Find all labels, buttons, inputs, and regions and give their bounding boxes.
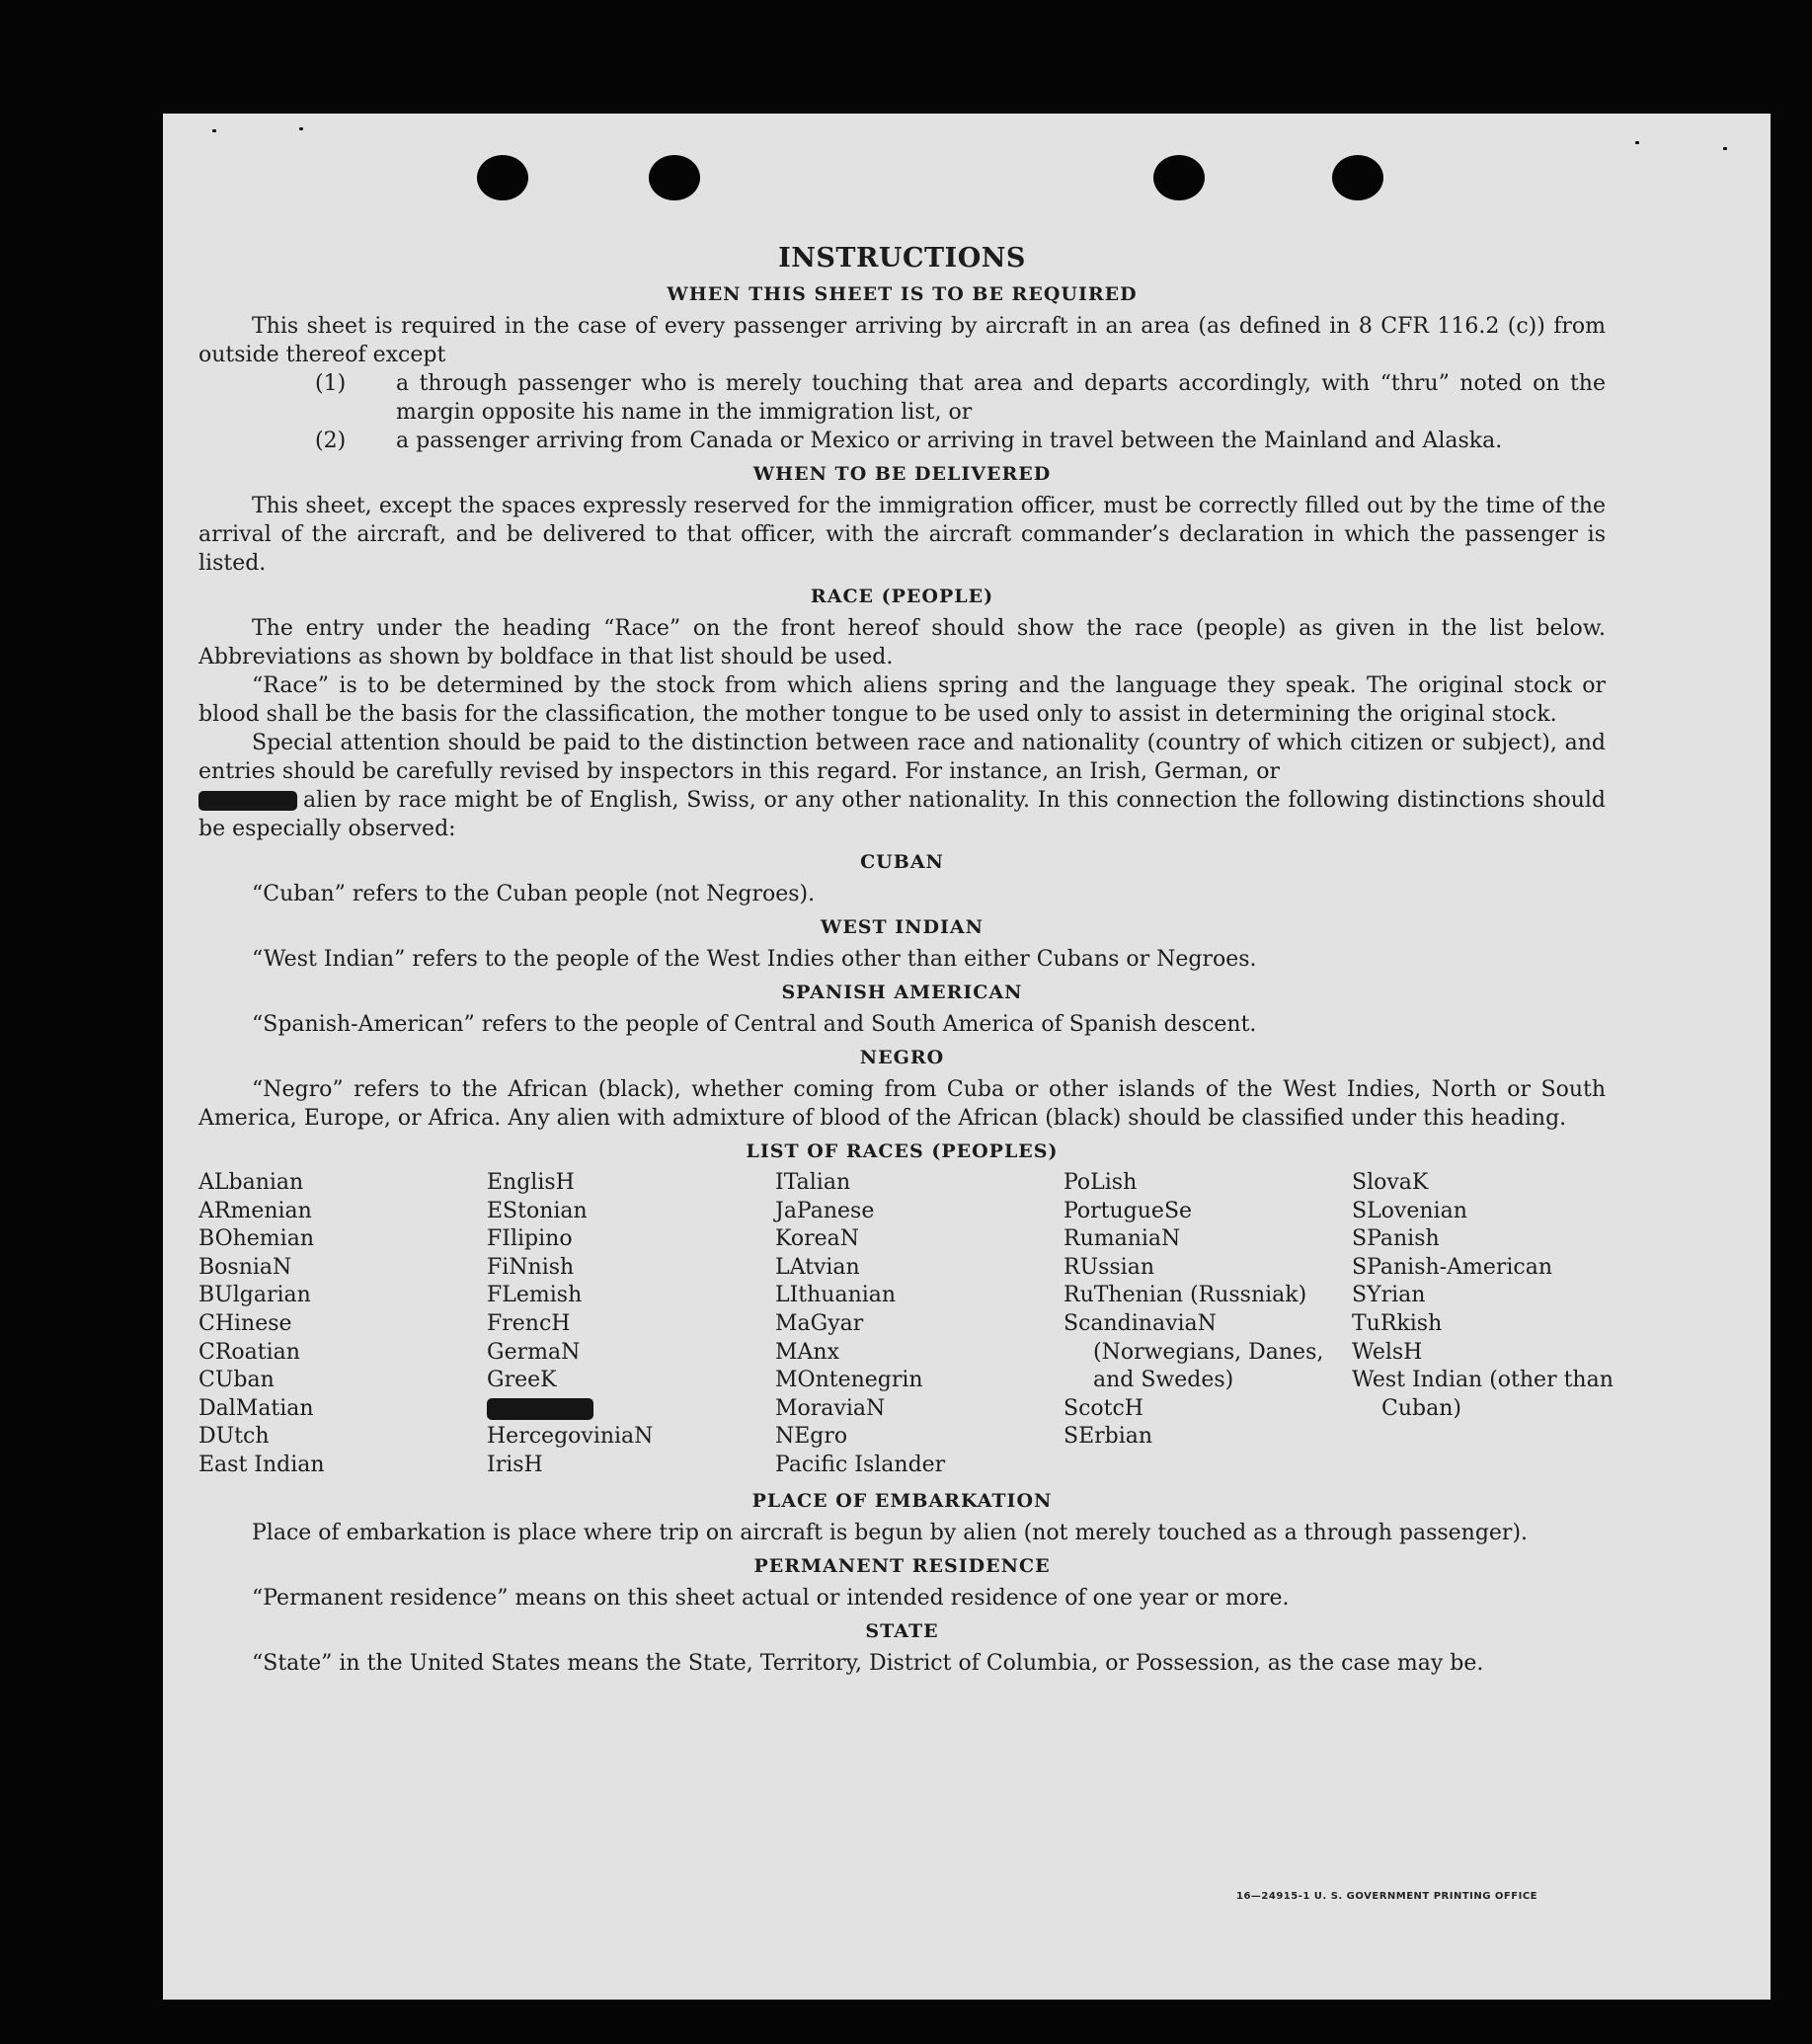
race-column bbox=[487, 1169, 775, 1480]
heading-residence: PERMANENT RESIDENCE bbox=[753, 1554, 1051, 1577]
race-item: ARmenian bbox=[198, 1198, 312, 1223]
race-item: ScandinaviaN (Norwegians, Danes, and Swedes) bbox=[1064, 1310, 1324, 1393]
race-item: SLovenian bbox=[1352, 1198, 1467, 1223]
race-paragraph-3b: alien by race might be of English, Swiss, or any other nationality. In this connection the following distinctions should be especially observed: bbox=[198, 788, 1606, 841]
race-item: SYrian bbox=[1352, 1283, 1426, 1308]
race-item: FLemish bbox=[487, 1283, 583, 1308]
race-item: BOhemian bbox=[198, 1226, 314, 1252]
race-item-redacted bbox=[487, 1395, 775, 1424]
race-item: LAtvian bbox=[775, 1254, 860, 1280]
race-paragraph-3a: Special attention should be paid to the distinction between race and nationality (country of which citizen or subject), and entries should be carefully revised by inspectors in this regard. For instance, an Irish, German, or bbox=[198, 731, 1606, 784]
redaction-mark bbox=[487, 1398, 593, 1420]
race-item: GermaN bbox=[487, 1339, 581, 1365]
race-item: IrisH bbox=[487, 1452, 543, 1477]
delivered-text: This sheet, except the spaces expressly reserved for the immigration officer, must be correctly filled out by the time of the arrival of the aircraft, and be delivered to that officer, with the aircraft commander’s declaration in which the passenger is listed. bbox=[198, 494, 1606, 576]
race-item: RuThenian (Russniak) bbox=[1064, 1283, 1307, 1308]
race-item: FrencH bbox=[487, 1310, 571, 1336]
cuban-text: “Cuban” refers to the Cuban people (not Negroes). bbox=[252, 882, 816, 906]
exception-item: (1) a through passenger who is merely touching that area and departs accordingly, with “thru” noted on the margin opposite his name in the immigration list, or bbox=[315, 371, 1606, 425]
print-code: 16—24915-1 U. S. GOVERNMENT PRINTING OFFICE bbox=[1236, 1891, 1537, 1902]
race-item: NEgro bbox=[775, 1424, 848, 1450]
race-list bbox=[198, 1169, 1614, 1480]
heading-list-of-races: LIST OF RACES (PEOPLES) bbox=[746, 1140, 1059, 1162]
race-item: PoLish bbox=[1064, 1170, 1138, 1195]
race-item: DalMatian bbox=[198, 1395, 314, 1421]
heading-west-indian: WEST INDIAN bbox=[820, 916, 985, 938]
speck bbox=[299, 127, 303, 130]
race-item: ITalian bbox=[775, 1170, 851, 1195]
race-item: CRoatian bbox=[198, 1339, 300, 1365]
race-column bbox=[1352, 1169, 1640, 1480]
race-item: FIlipino bbox=[487, 1226, 573, 1252]
race-item: MoraviaN bbox=[775, 1395, 886, 1421]
heading-required: WHEN THIS SHEET IS TO BE REQUIRED bbox=[667, 283, 1138, 305]
race-item: RUssian bbox=[1064, 1254, 1155, 1280]
race-item: MAnx bbox=[775, 1339, 839, 1365]
race-item: EnglisH bbox=[487, 1170, 575, 1195]
race-item: BUlgarian bbox=[198, 1283, 311, 1308]
punch-hole bbox=[1153, 155, 1205, 200]
race-item: BosniaN bbox=[198, 1254, 292, 1280]
race-item: PortugueSe bbox=[1064, 1198, 1193, 1223]
race-item: HercegoviniaN bbox=[487, 1424, 654, 1450]
race-paragraph-1: The entry under the heading “Race” on the front hereof should show the race (people) as given in the list below. Abbreviations as shown by boldface in that list should be used. bbox=[198, 616, 1606, 669]
race-item: Pacific Islander bbox=[775, 1452, 946, 1477]
west-indian-text: “West Indian” refers to the people of the West Indies other than either Cubans or Negroes. bbox=[252, 947, 1257, 972]
race-item: West Indian (other than Cuban) bbox=[1352, 1368, 1614, 1421]
punch-hole bbox=[477, 155, 528, 200]
residence-text: “Permanent residence” means on this sheet actual or intended residence of one year or more. bbox=[252, 1585, 1290, 1611]
instructions-body bbox=[198, 242, 1614, 1678]
exception-item: (2) a passenger arriving from Canada or Mexico or arriving in travel between the Mainland and Alaska. bbox=[315, 429, 1503, 453]
race-item: SlovaK bbox=[1352, 1170, 1429, 1195]
heading-cuban: CUBAN bbox=[860, 851, 944, 873]
heading-delivered: WHEN TO BE DELIVERED bbox=[752, 463, 1052, 485]
speck bbox=[1635, 141, 1639, 144]
spanish-american-text: “Spanish-American” refers to the people of Central and South America of Spanish descent. bbox=[252, 1012, 1257, 1037]
state-text: “State” in the United States means the State, Territory, District of Columbia, or Possession, as the case may be. bbox=[252, 1650, 1484, 1676]
race-item: East Indian bbox=[198, 1452, 325, 1477]
heading-spanish-american: SPANISH AMERICAN bbox=[781, 982, 1023, 1003]
race-item: SPanish bbox=[1352, 1226, 1440, 1252]
race-item: JaPanese bbox=[775, 1198, 875, 1223]
race-item: MOntenegrin bbox=[775, 1368, 923, 1393]
race-item: ScotcH bbox=[1064, 1395, 1143, 1421]
race-item: GreeK bbox=[487, 1368, 557, 1393]
race-item: MaGyar bbox=[775, 1310, 864, 1336]
race-item: SPanish-American bbox=[1352, 1254, 1553, 1280]
negro-text: “Negro” refers to the African (black), whether coming from Cuba or other islands of the West Indies, North or South America, Europe, or Africa. Any alien with admixture of blood of the African (black) should be classified under this heading. bbox=[198, 1077, 1606, 1131]
race-item: SErbian bbox=[1064, 1424, 1153, 1450]
race-item: RumaniaN bbox=[1064, 1226, 1181, 1252]
speck bbox=[1723, 147, 1727, 150]
race-item: TuRkish bbox=[1352, 1310, 1443, 1336]
race-paragraph-2: “Race” is to be determined by the stock from which aliens spring and the language they speak. The original stock or blood shall be the basis for the classification, the mother tongue to be used only to assist in determining the original stock. bbox=[198, 673, 1606, 727]
race-item: EStonian bbox=[487, 1198, 588, 1223]
race-item: WelsH bbox=[1352, 1339, 1423, 1365]
race-item: LIthuanian bbox=[775, 1283, 897, 1308]
required-text: This sheet is required in the case of every passenger arriving by aircraft in an area (as defined in 8 CFR 116.2 (c)) from outside thereof except bbox=[198, 314, 1606, 367]
heading-state: STATE bbox=[865, 1619, 939, 1642]
race-column bbox=[775, 1169, 1064, 1480]
page-title: INSTRUCTIONS bbox=[778, 243, 1026, 274]
race-item: CUban bbox=[198, 1368, 275, 1393]
race-item: ALbanian bbox=[198, 1170, 304, 1195]
heading-race: RACE (PEOPLE) bbox=[810, 586, 994, 607]
heading-negro: NEGRO bbox=[859, 1047, 945, 1068]
heading-embarkation: PLACE OF EMBARKATION bbox=[751, 1489, 1053, 1512]
punch-hole bbox=[1332, 155, 1383, 200]
punch-hole bbox=[649, 155, 700, 200]
race-item: FiNnish bbox=[487, 1254, 575, 1280]
race-item: CHinese bbox=[198, 1310, 292, 1336]
embarkation-text: Place of embarkation is place where trip on aircraft is begun by alien (not merely touched as a through passenger). bbox=[252, 1520, 1529, 1545]
speck bbox=[212, 129, 216, 132]
race-item: KoreaN bbox=[775, 1226, 859, 1252]
document-page bbox=[163, 114, 1771, 2000]
race-item: DUtch bbox=[198, 1424, 270, 1450]
redaction-mark bbox=[198, 791, 297, 811]
race-column bbox=[198, 1169, 487, 1480]
race-column bbox=[1064, 1169, 1352, 1480]
